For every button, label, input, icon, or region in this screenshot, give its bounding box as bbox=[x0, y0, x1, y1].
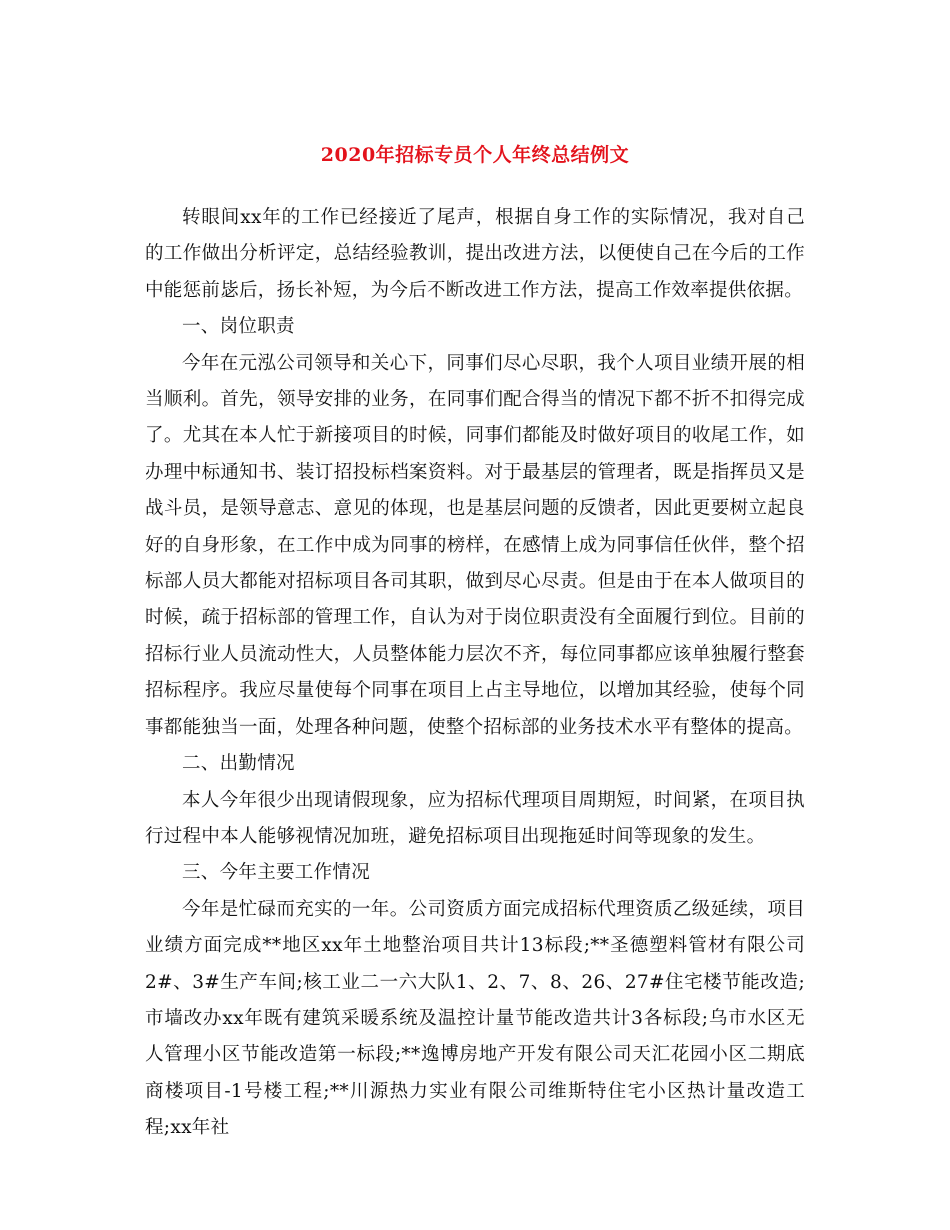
intro-paragraph: 转眼间xx年的工作已经接近了尾声，根据自身工作的实际情况，我对自己的工作做出分析评定，总结经验教训，提出改进方法，以便使自己在今后的工作中能惩前毖后，扬长补短，为今后不断改进工作方法，提高工作效率提供依据。 bbox=[145, 207, 805, 301]
section-heading-attendance: 二、出勤情况 bbox=[182, 753, 295, 775]
main-work-paragraph: 今年是忙碌而充实的一年。公司资质方面完成招标代理资质乙级延续，项目业绩方面完成**地区xx年土地整治项目共计13标段;**圣德塑料管材有限公司2#、3#生产车间;核工业二一六大队1、2、7、8、26、27#住宅楼节能改造;市墙改办xx年既有建筑采暖系统及温控计量节能改造共计3各标段;乌市水区无人管理小区节能改造第一标段;**逸博房地产开发有限公司天汇花园小区二期底商楼项目-1号楼工程;**川源热力实业有限公司维斯特住宅小区热计量改造工程;xx年社 bbox=[145, 898, 805, 1139]
section-heading-main-work: 三、今年主要工作情况 bbox=[182, 862, 371, 884]
duties-paragraph: 今年在元泓公司领导和关心下，同事们尽心尽职，我个人项目业绩开展的相当顺利。首先，领导安排的业务，在同事们配合得当的情况下都不折不扣得完成了。尤其在本人忙于新接项目的时候，同事们都能及时做好项目的收尾工作，如办理中标通知书、装订招投标档案资料。对于最基层的管理者，既是指挥员又是战斗员，是领导意志、意见的体现，也是基层问题的反馈者，因此更要树立起良好的自身形象，在工作中成为同事的榜样，在感情上成为同事信任伙伴，整个招标部人员大都能对招标项目各司其职，做到尽心尽责。但是由于在本人做项目的时候，疏于招标部的管理工作，自认为对于岗位职责没有全面履行到位。目前的招标行业人员流动性大，人员整体能力层次不齐，每位同事都应该单独履行整套招标程序。我应尽量使每个同事在项目上占主导地位，以增加其经验，使每个同事都能独当一面，处理各种问题，使整个招标部的业务技术水平有整体的提高。 bbox=[145, 352, 805, 738]
document-body bbox=[145, 200, 805, 1147]
attendance-paragraph: 本人今年很少出现请假现象，应为招标代理项目周期短，时间紧，在项目执行过程中本人能够视情况加班，避免招标项目出现拖延时间等现象的发生。 bbox=[145, 789, 805, 847]
section-heading-duties: 一、岗位职责 bbox=[182, 316, 295, 338]
document-title: 2020年招标专员个人年终总结例文 bbox=[320, 144, 630, 166]
